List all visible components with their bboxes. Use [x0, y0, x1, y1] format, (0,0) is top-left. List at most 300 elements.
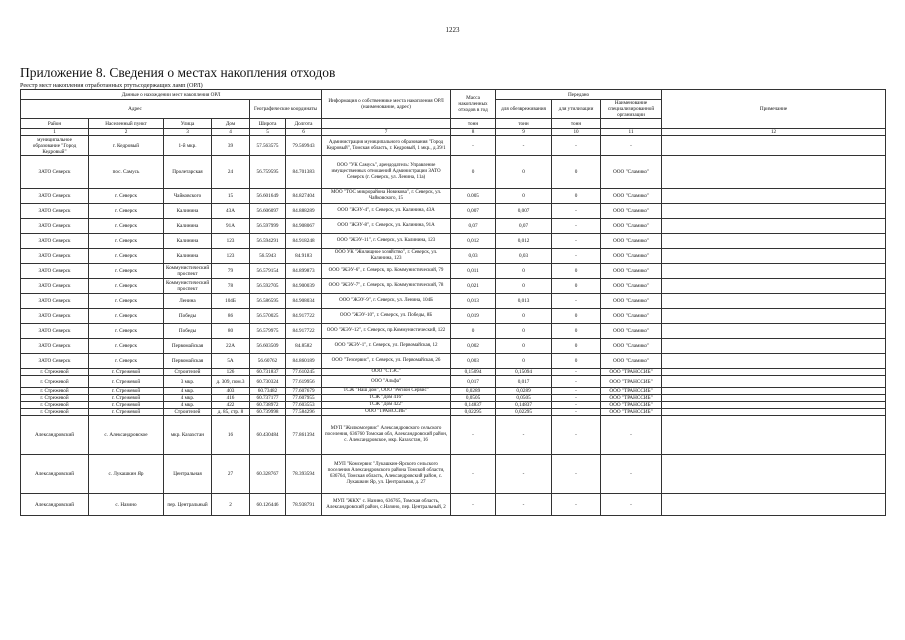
cell-lon: 77.619956: [286, 376, 322, 388]
cell-street: пер. Центральный: [164, 494, 212, 516]
cell-neutralized: 0,017: [496, 376, 552, 388]
table-row: [21, 354, 886, 369]
cell-neutralized: 0: [496, 189, 552, 204]
table-row: [21, 395, 886, 402]
cell-lat: 56.586595: [250, 294, 286, 309]
cell-lat: 60.739998: [250, 409, 286, 416]
cell-lon: 77.861394: [286, 416, 322, 455]
cell-house: 403: [212, 388, 250, 395]
cell-neutralized: 0,02295: [496, 409, 552, 416]
cell-org: -: [601, 494, 662, 516]
cell-utilized: -: [552, 294, 601, 309]
cell-lat: 56.597999: [250, 219, 286, 234]
cell-district: ЗАТО Северск: [21, 294, 89, 309]
header-locality: Населенный пункт: [89, 119, 164, 129]
cell-neutralized: -: [496, 455, 552, 494]
cell-house: 123: [212, 234, 250, 249]
cell-lat: 56.579154: [250, 264, 286, 279]
cell-district: ЗАТО Северск: [21, 264, 89, 279]
cell-district: ЗАТО Северск: [21, 339, 89, 354]
cell-street: Победы: [164, 324, 212, 339]
cell-note: [662, 234, 886, 249]
cell-lon: 78.393594: [286, 455, 322, 494]
cell-neutralized: 0: [496, 264, 552, 279]
cell-house: 104Б: [212, 294, 250, 309]
cell-lon: 84.888289: [286, 204, 322, 219]
cell-street: Победы: [164, 309, 212, 324]
cell-note: [662, 324, 886, 339]
header-street: Улица: [164, 119, 212, 129]
column-index-cell: 7: [322, 129, 451, 136]
column-index-cell: 4: [212, 129, 250, 136]
cell-street: Калинина: [164, 234, 212, 249]
cell-utilized: -: [552, 376, 601, 388]
cell-mass: 0,0505: [451, 395, 496, 402]
cell-owner: ООО "ЖЭУ-12", г. Северск, пр.Коммунистический, 122: [322, 324, 451, 339]
cell-lon: 79.569943: [286, 136, 322, 156]
cell-lon: 84.908034: [286, 294, 322, 309]
cell-district: г. Стрежевой: [21, 395, 89, 402]
cell-org: ООО "ТРАНССИБ": [601, 388, 662, 395]
cell-lat: 60.328767: [250, 455, 286, 494]
header-lon: Долгота: [286, 119, 322, 129]
table-row: [21, 309, 886, 324]
cell-lat: 57.563575: [250, 136, 286, 156]
cell-utilized: -: [552, 249, 601, 264]
cell-street: Пролетарская: [164, 156, 212, 189]
cell-owner: МОО "ТОС микрорайона Новикова", г. Северск, ул. Чайковского, 15: [322, 189, 451, 204]
cell-neutralized: 0,14837: [496, 402, 552, 409]
header-org-name: Наименование специализированной организации: [601, 100, 662, 119]
cell-district: ЗАТО Северск: [21, 324, 89, 339]
cell-note: [662, 156, 886, 189]
cell-house: 2: [212, 494, 250, 516]
header-org-blank: [601, 119, 662, 129]
cell-mass: 0,007: [451, 204, 496, 219]
cell-org: ООО "Сламико": [601, 204, 662, 219]
cell-owner: Администрация муниципального образования "Город Кедровый", Томская область, г. Кедровый, 1 мкр., д.39/1: [322, 136, 451, 156]
cell-locality: г. Северск: [89, 189, 164, 204]
header-owner-blank: [322, 119, 451, 129]
cell-street: 4 мкр.: [164, 388, 212, 395]
cell-locality: г. Кедровый: [89, 136, 164, 156]
cell-street: Калинина: [164, 249, 212, 264]
cell-district: ЗАТО Северск: [21, 354, 89, 369]
header-neutralize: для обезвреживания: [496, 100, 552, 119]
column-index-cell: 2: [89, 129, 164, 136]
cell-locality: г. Стрежевой: [89, 402, 164, 409]
cell-lat: 56.603509: [250, 339, 286, 354]
cell-locality: г. Стрежевой: [89, 376, 164, 388]
cell-house: 79: [212, 264, 250, 279]
cell-note: [662, 204, 886, 219]
cell-lat: 56.594291: [250, 234, 286, 249]
column-index-cell: 8: [451, 129, 496, 136]
table-row: [21, 324, 886, 339]
cell-neutralized: 0,03: [496, 249, 552, 264]
cell-lon: 84.860189: [286, 354, 322, 369]
column-index-cell: 1: [21, 129, 89, 136]
header-transfer: Передано: [496, 90, 662, 100]
cell-note: [662, 309, 886, 324]
cell-org: ООО "Сламико": [601, 279, 662, 294]
cell-district: г. Стрежевой: [21, 376, 89, 388]
cell-utilized: -: [552, 204, 601, 219]
cell-neutralized: 0,07: [496, 219, 552, 234]
cell-note: [662, 249, 886, 264]
cell-locality: г. Стрежевой: [89, 388, 164, 395]
cell-mass: 0,019: [451, 309, 496, 324]
cell-org: ООО "Сламико": [601, 339, 662, 354]
cell-org: ООО "Сламико": [601, 294, 662, 309]
cell-district: ЗАТО Северск: [21, 309, 89, 324]
cell-locality: г. Северск: [89, 279, 164, 294]
cell-mass: -: [451, 455, 496, 494]
cell-lon: 78.938791: [286, 494, 322, 516]
cell-house: 80: [212, 324, 250, 339]
column-index-cell: 6: [286, 129, 322, 136]
cell-utilized: -: [552, 234, 601, 249]
cell-org: ООО "Сламико": [601, 234, 662, 249]
cell-utilized: 0: [552, 156, 601, 189]
cell-note: [662, 395, 886, 402]
cell-org: ООО "Сламико": [601, 249, 662, 264]
cell-lon: 84.899873: [286, 264, 322, 279]
cell-utilized: -: [552, 219, 601, 234]
cell-locality: г. Стрежевой: [89, 369, 164, 376]
cell-district: Александровский: [21, 455, 89, 494]
cell-district: г. Стрежевой: [21, 409, 89, 416]
cell-district: ЗАТО Северск: [21, 279, 89, 294]
page-number: 1223: [445, 26, 460, 34]
cell-org: ООО "Сламико": [601, 189, 662, 204]
column-index-cell: 5: [250, 129, 286, 136]
cell-note: [662, 136, 886, 156]
cell-owner: ТСЖ "Дом 416": [322, 395, 451, 402]
cell-mass: -: [451, 494, 496, 516]
header-lat: Широта: [250, 119, 286, 129]
cell-lat: 60.73482: [250, 388, 286, 395]
cell-mass: 0,07: [451, 219, 496, 234]
cell-lat: 60.738972: [250, 402, 286, 409]
cell-house: 39: [212, 136, 250, 156]
cell-note: [662, 219, 886, 234]
cell-district: ЗАТО Северск: [21, 249, 89, 264]
cell-street: Строителей: [164, 409, 212, 416]
cell-owner: МУП "Жилкомсервис" Александровского сельского поселения, 636760 Томская обл, Александровский район, с. Александровское, мкр. Казахстан, 16: [322, 416, 451, 455]
cell-note: [662, 354, 886, 369]
cell-house: д. 85, стр. 8: [212, 409, 250, 416]
cell-mass: -: [451, 136, 496, 156]
cell-district: ЗАТО Северск: [21, 204, 89, 219]
cell-lon: 84.9183: [286, 249, 322, 264]
cell-note: [662, 409, 886, 416]
cell-house: 91А: [212, 219, 250, 234]
cell-locality: с. Александровское: [89, 416, 164, 455]
cell-mass: 0,0289: [451, 388, 496, 395]
cell-locality: г. Северск: [89, 339, 164, 354]
cell-mass: 0,02295: [451, 409, 496, 416]
cell-lat: 56.570025: [250, 309, 286, 324]
cell-owner: МУП "ЖКХ" с. Назино, 636765, Томская область, Александровский район, с.Назино, пер. Центральный, 2: [322, 494, 451, 516]
cell-utilized: 0: [552, 354, 601, 369]
cell-note: [662, 494, 886, 516]
cell-utilized: 0: [552, 309, 601, 324]
cell-utilized: -: [552, 369, 601, 376]
cell-locality: г. Северск: [89, 294, 164, 309]
table-row: [21, 264, 886, 279]
cell-mass: 0,14837: [451, 402, 496, 409]
cell-neutralized: 0: [496, 309, 552, 324]
cell-owner: ООО "СТЭС": [322, 369, 451, 376]
cell-district: г. Стрежевой: [21, 402, 89, 409]
cell-utilized: 0: [552, 339, 601, 354]
cell-org: ООО "ТРАНССИБ": [601, 402, 662, 409]
cell-owner: ООО УК "Жилищное хозяйство", г. Северск, ул. Калинина, 123: [322, 249, 451, 264]
cell-owner: ООО "Тезсервис", г. Северск, ул. Первомайская, 26: [322, 354, 451, 369]
cell-org: ООО "Сламико": [601, 354, 662, 369]
column-index-cell: 11: [601, 129, 662, 136]
table-row: [21, 204, 886, 219]
cell-note: [662, 339, 886, 354]
cell-locality: г. Северск: [89, 354, 164, 369]
header-unit-utilize: тонн: [552, 119, 601, 129]
cell-lon: 77.607679: [286, 388, 322, 395]
cell-street: мкр. Казахстан: [164, 416, 212, 455]
cell-lat: 56.579975: [250, 324, 286, 339]
cell-neutralized: 0,0289: [496, 388, 552, 395]
cell-mass: 0: [451, 156, 496, 189]
cell-district: г. Стрежевой: [21, 388, 89, 395]
cell-utilized: -: [552, 416, 601, 455]
cell-lat: 56.606097: [250, 204, 286, 219]
cell-utilized: -: [552, 409, 601, 416]
cell-utilized: -: [552, 395, 601, 402]
cell-neutralized: 0,15094: [496, 369, 552, 376]
cell-district: ЗАТО Северск: [21, 156, 89, 189]
header-place-group: Данные о нахождении мест накопления ОРЛ: [21, 90, 322, 100]
cell-mass: 0: [451, 324, 496, 339]
cell-lon: 84.908067: [286, 219, 322, 234]
cell-mass: -: [451, 416, 496, 455]
cell-neutralized: 0: [496, 324, 552, 339]
cell-neutralized: 0: [496, 339, 552, 354]
cell-neutralized: 0: [496, 156, 552, 189]
cell-note: [662, 416, 886, 455]
cell-utilized: 0: [552, 189, 601, 204]
table-row: [21, 409, 886, 416]
cell-owner: МУП "Комсервис "Лукашкин-Ярского сельского поселения Александровского района Томской области, 636764, Томская область, Александровский район, с. Лукашкин Яр, ул. Центральная, д. 27: [322, 455, 451, 494]
cell-locality: г. Стрежевой: [89, 409, 164, 416]
cell-lat: 60.126446: [250, 494, 286, 516]
cell-note: [662, 376, 886, 388]
cell-street: Центральная: [164, 455, 212, 494]
cell-org: ООО "Сламико": [601, 309, 662, 324]
cell-house: 15: [212, 189, 250, 204]
cell-mass: 0,017: [451, 376, 496, 388]
cell-owner: ООО "ЖЭУ-8", г. Северск, ул. Калинина, 91А: [322, 219, 451, 234]
header-mass: Масса накопленных отходов в год: [451, 90, 496, 119]
cell-owner: ООО "УК Самусь", арендодатель: Управление имущественных отношений Администрации ЗАТО Северск (г. Северск, ул. Ленина, 11а): [322, 156, 451, 189]
page-subtitle: Реестр мест накопления отработанных ртутьсодержащих ламп (ОРЛ): [20, 82, 203, 89]
cell-org: ООО "ТРАНССИБ": [601, 395, 662, 402]
cell-mass: 0,021: [451, 279, 496, 294]
cell-neutralized: -: [496, 136, 552, 156]
cell-owner: ТСЖ "Наш дом", ООО "Регион Сервис": [322, 388, 451, 395]
cell-street: 3 мкр.: [164, 376, 212, 388]
cell-lon: 84.917722: [286, 324, 322, 339]
table-row: [21, 369, 886, 376]
cell-mass: 0,011: [451, 264, 496, 279]
cell-house: 78: [212, 279, 250, 294]
cell-lat: 60.737177: [250, 395, 286, 402]
table-row: [21, 294, 886, 309]
cell-owner: ООО "ЖЭУ-9", г. Северск, ул. Ленина, 104Б: [322, 294, 451, 309]
cell-org: ООО "Сламико": [601, 264, 662, 279]
column-index-row: [21, 129, 886, 136]
cell-mass: 0,15094: [451, 369, 496, 376]
cell-neutralized: 0: [496, 279, 552, 294]
cell-district: муниципальное образование "Город Кедровый": [21, 136, 89, 156]
cell-locality: с. Назино: [89, 494, 164, 516]
cell-owner: ООО "ЖЭУ-4", г. Северск, ул. Калинина, 43А: [322, 204, 451, 219]
header-house: Дом: [212, 119, 250, 129]
cell-neutralized: 0,013: [496, 294, 552, 309]
cell-house: 22А: [212, 339, 250, 354]
cell-utilized: -: [552, 388, 601, 395]
cell-org: ООО "ТРАНССИБ": [601, 369, 662, 376]
cell-neutralized: -: [496, 416, 552, 455]
header-utilize: для утилизации: [552, 100, 601, 119]
cell-locality: г. Северск: [89, 234, 164, 249]
cell-neutralized: 0,0505: [496, 395, 552, 402]
cell-house: 24: [212, 156, 250, 189]
cell-lat: 60.430484: [250, 416, 286, 455]
cell-street: 4 мкр.: [164, 395, 212, 402]
cell-neutralized: 0: [496, 354, 552, 369]
cell-district: Александровский: [21, 416, 89, 455]
table-row: [21, 189, 886, 204]
column-index-cell: 12: [662, 129, 886, 136]
cell-note: [662, 369, 886, 376]
cell-org: -: [601, 136, 662, 156]
table-row: [21, 376, 886, 388]
cell-neutralized: 0,007: [496, 204, 552, 219]
cell-note: [662, 402, 886, 409]
cell-lon: 77.607955: [286, 395, 322, 402]
cell-locality: г. Северск: [89, 204, 164, 219]
cell-mass: 0,013: [451, 294, 496, 309]
cell-lat: 56.592705: [250, 279, 286, 294]
cell-org: ООО "Сламико": [601, 219, 662, 234]
cell-street: Калинина: [164, 204, 212, 219]
cell-lon: 84.701383: [286, 156, 322, 189]
table-row: [21, 388, 886, 395]
table-row: [21, 219, 886, 234]
cell-mass: 0.005: [451, 189, 496, 204]
cell-mass: 0,002: [451, 339, 496, 354]
cell-utilized: 0: [552, 264, 601, 279]
cell-owner: ООО "ТРАНССИБ": [322, 409, 451, 416]
column-index-cell: 9: [496, 129, 552, 136]
cell-owner: ТСЖ "Дом 422": [322, 402, 451, 409]
cell-house: 422: [212, 402, 250, 409]
cell-mass: 0,03: [451, 249, 496, 264]
cell-locality: г. Северск: [89, 219, 164, 234]
cell-house: 416: [212, 395, 250, 402]
cell-house: 86: [212, 309, 250, 324]
cell-house: д. 309, пом.3: [212, 376, 250, 388]
cell-utilized: 0: [552, 324, 601, 339]
cell-house: 123: [212, 249, 250, 264]
cell-locality: г. Северск: [89, 264, 164, 279]
cell-locality: с. Лукашкин Яр: [89, 455, 164, 494]
cell-street: 1-й мкр.: [164, 136, 212, 156]
cell-utilized: -: [552, 402, 601, 409]
cell-utilized: 0: [552, 279, 601, 294]
cell-note: [662, 264, 886, 279]
cell-lon: 77.610245: [286, 369, 322, 376]
cell-owner: ООО "ЖЭУ-10", г. Северск, ул. Победы, 8Б: [322, 309, 451, 324]
cell-org: -: [601, 455, 662, 494]
cell-lon: 84.827404: [286, 189, 322, 204]
table-row: [21, 416, 886, 455]
cell-house: 27: [212, 455, 250, 494]
header-geo: Географические координаты: [250, 100, 322, 119]
cell-locality: г. Северск: [89, 309, 164, 324]
header-note: Примечание: [662, 90, 886, 129]
cell-street: Коммунистический проспект: [164, 279, 212, 294]
cell-note: [662, 455, 886, 494]
cell-street: Калинина: [164, 219, 212, 234]
cell-org: ООО "Сламико": [601, 324, 662, 339]
table-row: [21, 279, 886, 294]
table-row: [21, 234, 886, 249]
cell-lat: 56.5943: [250, 249, 286, 264]
cell-owner: ООО "ЖЭУ-7", г. Северск, пр. Коммунистический, 78: [322, 279, 451, 294]
cell-mass: 0,003: [451, 354, 496, 369]
cell-lat: 60.730324: [250, 376, 286, 388]
cell-utilized: -: [552, 136, 601, 156]
cell-lon: 77.603553: [286, 402, 322, 409]
cell-district: Александровский: [21, 494, 89, 516]
cell-neutralized: -: [496, 494, 552, 516]
cell-lon: 84.917722: [286, 309, 322, 324]
cell-org: ООО "ТРАНССИБ": [601, 376, 662, 388]
cell-district: ЗАТО Северск: [21, 234, 89, 249]
cell-lon: 84.8582: [286, 339, 322, 354]
header-unit-mass: тонн: [451, 119, 496, 129]
registry-table: [20, 89, 886, 516]
cell-district: ЗАТО Северск: [21, 219, 89, 234]
cell-house: 16: [212, 416, 250, 455]
cell-owner: ООО "Альфа": [322, 376, 451, 388]
cell-note: [662, 189, 886, 204]
column-index-cell: 10: [552, 129, 601, 136]
cell-street: Строителей: [164, 369, 212, 376]
cell-owner: ООО "ЖЭУ-1", г. Северск, ул. Первомайская, 12: [322, 339, 451, 354]
cell-locality: г. Северск: [89, 324, 164, 339]
table-row: [21, 136, 886, 156]
cell-street: Коммунистический проспект: [164, 264, 212, 279]
cell-note: [662, 279, 886, 294]
column-index-cell: 3: [164, 129, 212, 136]
cell-lon: 84.900039: [286, 279, 322, 294]
table-row: [21, 402, 886, 409]
cell-org: ООО "ТРАНССИБ": [601, 409, 662, 416]
cell-lon: 84.918248: [286, 234, 322, 249]
table-row: [21, 156, 886, 189]
